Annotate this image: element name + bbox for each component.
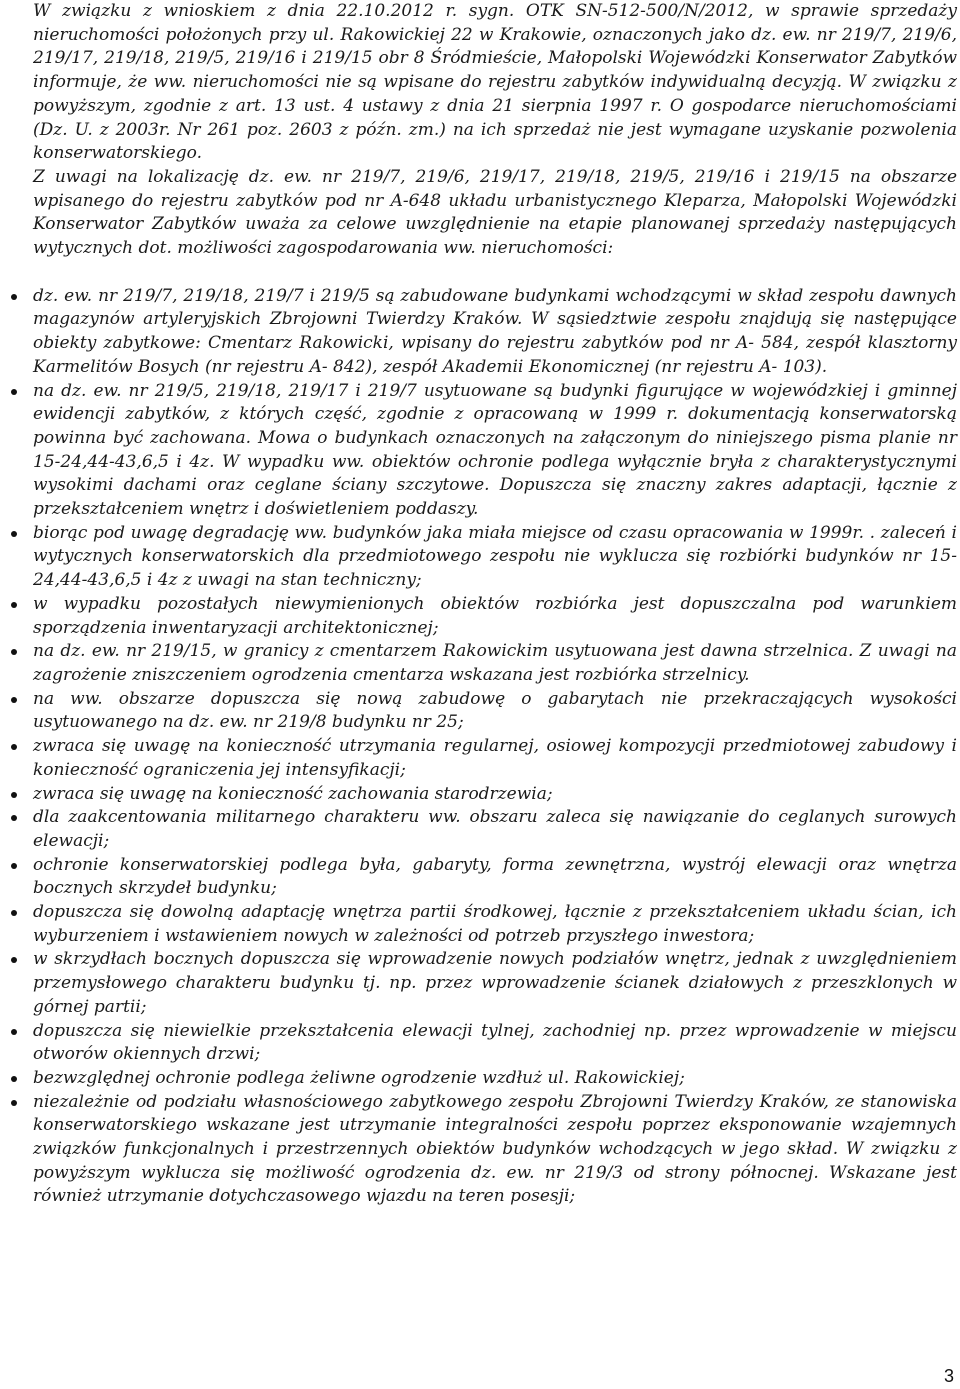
bullet-icon bbox=[11, 389, 17, 395]
list-item: dopuszcza się dowolną adaptację wnętrza partii środkowej, łącznie z przekształceniem układu ścian, ich wyburzeniem i wstawieniem nowych w zależności od potrzeb przyszłego inwestora; bbox=[33, 901, 957, 948]
list-item: na dz. ew. nr 219/5, 219/18, 219/17 i 219/7 usytuowane są budynki figurujące w wojewódzkiej i gminnej ewidencji zabytków, z których część, zgodnie z opracowaną w 1999 r. dokumentacją konserwatorską powinna być zachowana. Mowa o budynkach oznaczonych na załączonym do niniejszego pisma planie nr 15-24,44-43,6,5 i 4z. W wypadku ww. obiektów ochronie podlega wyłącznie bryła z charakterystycznymi wysokimi dachami oraz ceglane ściany szczytowe. Dopuszcza się znaczny zakres adaptacji, łącznie z przekształceniem wnętrz i doświetleniem poddaszy. bbox=[33, 380, 957, 522]
list-item: na dz. ew. nr 219/15, w granicy z cmentarzem Rakowickim usytuowana jest dawna strzelnica. Z uwagi na zagrożenie zniszczeniem ogrodzenia cmentarza wskazana jest rozbiórka strzelnicy. bbox=[33, 640, 957, 687]
list-item: ochronie konserwatorskiej podlega była, gabaryty, forma zewnętrzna, wystrój elewacji oraz wnętrza bocznych skrzydeł budynku; bbox=[33, 854, 957, 901]
bullet-icon bbox=[11, 1076, 17, 1082]
intro-paragraph: W związku z wnioskiem z dnia 22.10.2012 r. sygn. OTK SN-512-500/N/2012, w sprawie sprzedaży nieruchomości położonych przy ul. Rakowickiej 22 w Krakowie, oznaczonych jako dz. ew. nr 219/7, 219/6, 219/17, 219/18, 219/5, 219/16 i 219/15 obr 8 Śródmieście, Małopolski Wojewódzki Konserwator Zabytków informuje, że ww. nieruchomości nie są wpisane do rejestru zabytków indywidualną decyzją. W związku z powyższym, zgodnie z art. 13 ust. 4 ustawy z dnia 21 sierpnia 1997 r. O gospodarce nieruchomościami (Dz. U. z 2003r. Nr 261 poz. 2603 z późn. zm.) na ich sprzedaż nie jest wymagane uzyskanie pozwolenia konserwatorskiego. bbox=[33, 1, 957, 164]
bullet-icon bbox=[11, 1029, 17, 1035]
page-number: 3 bbox=[943, 1366, 954, 1386]
guidelines-list bbox=[33, 285, 957, 1209]
bullet-icon bbox=[11, 697, 17, 703]
bullet-icon bbox=[11, 294, 17, 300]
guidelines-intro-paragraph: Z uwagi na lokalizację dz. ew. nr 219/7, 219/6, 219/17, 219/18, 219/5, 219/16 i 219/15 na obszarze wpisanego do rejestru zabytków pod nr A-648 układu urbanistycznego Kleparza, Małopolski Wojewódzki Konserwator Zabytków uważa za celowe uwzględnienie na etapie planowanej sprzedaży następujących wytycznych dot. możliwości zagospodarowania ww. nieruchomości: bbox=[33, 166, 957, 259]
bullet-icon bbox=[11, 744, 17, 750]
bullet-icon bbox=[11, 792, 17, 798]
bullet-icon bbox=[11, 957, 17, 963]
list-item: dz. ew. nr 219/7, 219/18, 219/7 i 219/5 są zabudowane budynkami wchodzącymi w skład zespołu dawnych magazynów artyleryjskich Zbrojowni Twierdzy Kraków. W sąsiedztwie zespołu znajdują się następujące obiekty zabytkowe: Cmentarz Rakowicki, wpisany do rejestru zabytków pod nr A- 584, zespół klasztorny Karmelitów Bosych (nr rejestru A- 842), zespół Akademii Ekonomicznej (nr rejestru A- 103). bbox=[33, 285, 957, 380]
list-item: na ww. obszarze dopuszcza się nową zabudowę o gabarytach nie przekraczających wysokości usytuowanego na dz. ew. nr 219/8 budynku nr 25; bbox=[33, 688, 957, 735]
bullet-icon bbox=[11, 602, 17, 608]
list-item: zwraca się uwagę na konieczność utrzymania regularnej, osiowej kompozycji przedmiotowej zabudowy i konieczność ograniczenia jej intensyfikacji; bbox=[33, 735, 957, 782]
list-item: w wypadku pozostałych niewymienionych obiektów rozbiórka jest dopuszczalna pod warunkiem sporządzenia inwentaryzacji architektonicznej; bbox=[33, 593, 957, 640]
bullet-icon bbox=[11, 1100, 17, 1106]
bullet-icon bbox=[11, 863, 17, 869]
bullet-icon bbox=[11, 910, 17, 916]
document-page bbox=[33, 0, 957, 1209]
list-item: niezależnie od podziału własnościowego zabytkowego zespołu Zbrojowni Twierdzy Kraków, ze stanowiska konserwatorskiego wskazane jest utrzymanie integralności zespołu poprzez eksponowanie wzajemnych związków funkcjonalnych i przestrzennych obiektów budynków wchodzących w jego skład. W związku z powyższym wyklucza się możliwość ogrodzenia dz. ew. nr 219/3 od strony północnej. Wskazane jest również utrzymanie dotychczasowego wjazdu na teren posesji; bbox=[33, 1091, 957, 1210]
list-item: w skrzydłach bocznych dopuszcza się wprowadzenie nowych podziałów wnętrz, jednak z uwzględnieniem przemysłowego charakteru budynku tj. np. przez wprowadzenie ścianek działowych z przeszklonych w górnej partii; bbox=[33, 948, 957, 1019]
bullet-icon bbox=[11, 649, 17, 655]
list-item: biorąc pod uwagę degradację ww. budynków jaka miała miejsce od czasu opracowania w 1999r. . zaleceń i wytycznych konserwatorskich dla przedmiotowego zespołu nie wyklucza się rozbiórki budynków nr 15-24,44-43,6,5 i 4z z uwagi na stan techniczny; bbox=[33, 522, 957, 593]
list-item: bezwzględnej ochronie podlega żeliwne ogrodzenie wzdłuż ul. Rakowickiej; bbox=[33, 1067, 957, 1091]
bullet-icon bbox=[11, 531, 17, 537]
list-item: zwraca się uwagę na konieczność zachowania starodrzewia; bbox=[33, 783, 957, 807]
list-item: dla zaakcentowania militarnego charakteru ww. obszaru zaleca się nawiązanie do ceglanych surowych elewacji; bbox=[33, 806, 957, 853]
list-item: dopuszcza się niewielkie przekształcenia elewacji tylnej, zachodniej np. przez wprowadzenie w miejscu otworów okiennych drzwi; bbox=[33, 1020, 957, 1067]
bullet-icon bbox=[11, 815, 17, 821]
